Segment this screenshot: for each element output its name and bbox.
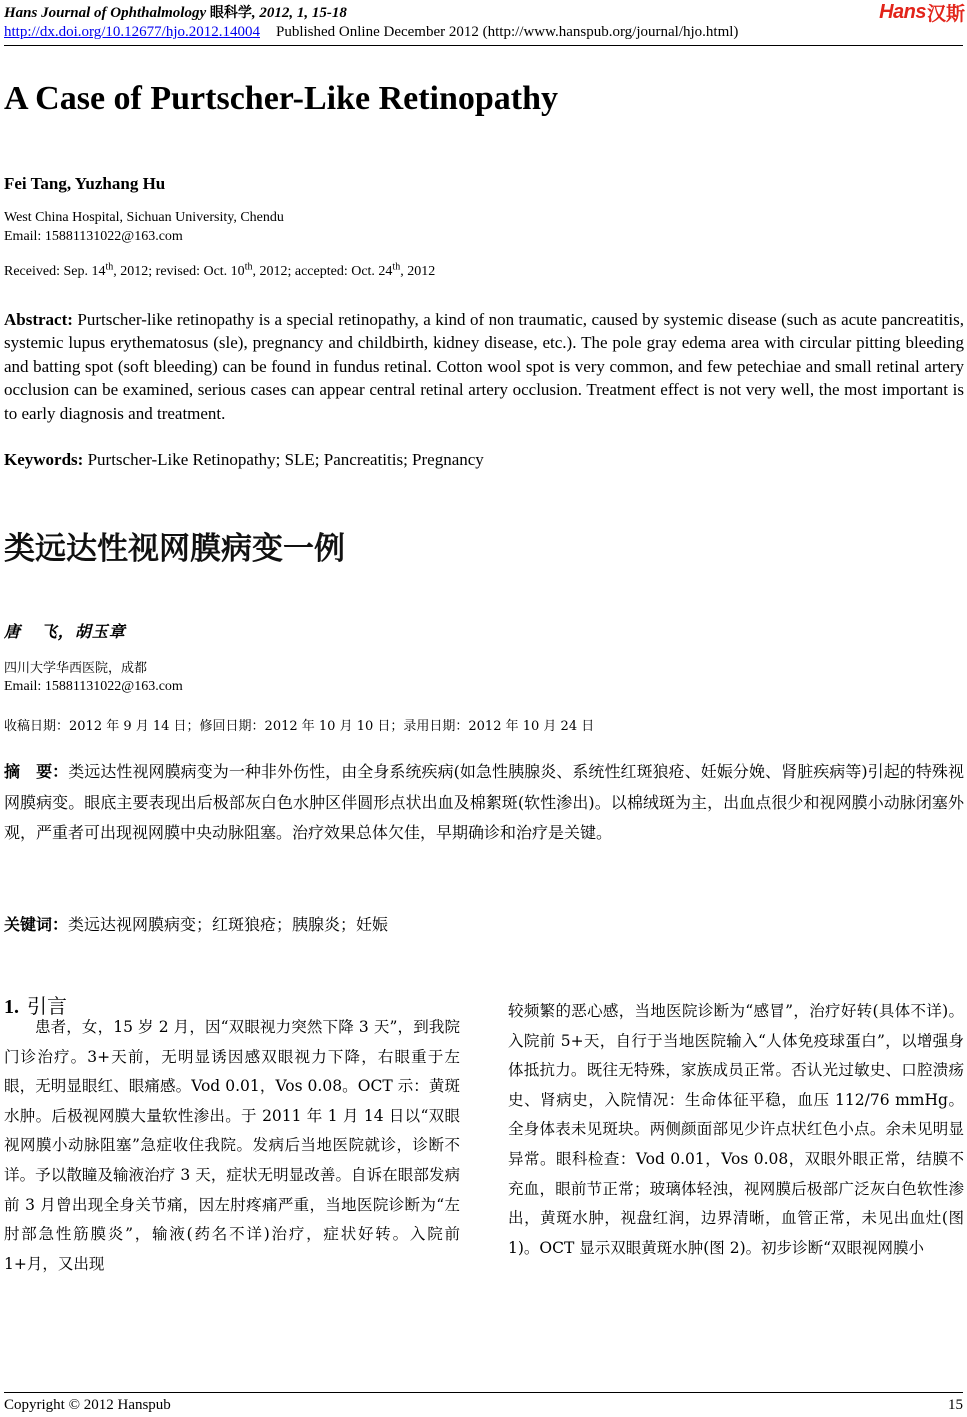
- body-column-left: 患者，女，15 岁 2 月，因“双眼视力突然下降 3 天”，到我院门诊治疗。3+天前，无明显诱因感双眼视力下降，右眼重于左眼，无明显眼红、眼痛感。Vod 0.01，Vos 0.08。OCT 示：黄斑水肿。后极视网膜大量软性渗出。于 2011 年 1 月 14 日以“双眼视网膜小动脉阻塞”急症收住我院。发病后当地医院就诊，诊断不详。予以散瞳及输液治疗 3 天，症状无明显改善。自诉在眼部发病前 3 月曾出现全身关节痛，因左肘疼痛严重，当地医院诊断为“左肘部急性筋膜炎”，输液(药名不详)治疗，症状好转。入院前 1+月，又出现: [4, 1018, 460, 1273]
- body-column-right: 较频繁的恶心感，当地医院诊断为“感冒”，治疗好转(具体不详)。入院前 5+天，自行于当地医院输入“人体免疫球蛋白”，以增强身体抵抗力。既往无特殊，家族成员正常。否认光过敏史、口腔溃疡史、肾病史，入院情况：生命体征平稳，血压 112/76 mmHg。全身体表未见斑块。两侧颜面部见少许点状红色小点。余未见明显异常。眼科检查：Vod 0.01，Vos 0.08，双眼外眼正常，结膜不充血，眼前节正常；玻璃体轻浊，视网膜后极部广泛灰白色软性渗出，黄斑水肿，视盘红润，边界清晰，血管正常，未见出血灶(图 1)。OCT 显示双眼黄斑水肿(图 2)。初步诊断“双眼视网膜小: [508, 1002, 964, 1257]
- paper-title-en: A Case of Purtscher-Like Retinopathy: [4, 80, 559, 117]
- header-links: [4, 24, 738, 41]
- email-en: Email: 15881131022@163.com: [4, 229, 183, 244]
- journal-header: [4, 2, 347, 22]
- footer-rule: [4, 1392, 963, 1393]
- abstract-text-en: Purtscher-like retinopathy is a special retinopathy, a kind of non traumatic, caused by systemic disease (such as acute pancreatitis, systemic lupus erythematosus (sle), pregnancy and childbirth, kidney disease, etc.). The pole gray edema area with circular pitting bleeding and batting spot (soft bleeding) can be found in fundus retinal. Cotton wool spot is very common, and few petechiae and small retinal artery occlusion can be examined, serious cases can appear central retinal artery occlusion. Treatment effect is not very well, the most important is to early diagnosis and treatment.: [4, 310, 964, 423]
- authors-en: Fei Tang, Yuzhang Hu: [4, 174, 166, 193]
- authors-cn: 唐 飞，胡玉章: [4, 622, 126, 641]
- affiliation-en: West China Hospital, Sichuan University, Chendu: [4, 210, 284, 225]
- keywords-text-cn: 类远达视网膜病变；红斑狼疮；胰腺炎；妊娠: [68, 915, 389, 934]
- doi-link[interactable]: http://dx.doi.org/10.12677/hjo.2012.14004: [4, 24, 260, 40]
- accepted-date: , 2012; accepted: Oct. 24: [252, 264, 393, 279]
- revised-date: , 2012; revised: Oct. 10: [113, 264, 245, 279]
- date-suffix: th: [105, 261, 114, 273]
- year: , 2012: [400, 264, 436, 279]
- abstract-cn: [4, 757, 964, 849]
- keywords-label-en: Keywords:: [4, 450, 84, 469]
- hans-logo: [879, 0, 965, 24]
- email-cn: Email: 15881131022@163.com: [4, 679, 183, 694]
- logo-text-en: Hans: [879, 0, 926, 23]
- header-rule: [4, 45, 963, 46]
- paper-title-cn: 类远达性视网膜病变一例: [4, 531, 345, 567]
- received-date: Received: Sep. 14: [4, 264, 106, 279]
- journal-name: Hans Journal of Ophthalmology: [4, 5, 207, 21]
- date-suffix: th: [392, 261, 401, 273]
- logo-text-cn: 汉斯: [926, 2, 965, 25]
- affiliation-cn: 四川大学华西医院，成都: [4, 661, 148, 676]
- keywords-label-cn: 关键词：: [4, 915, 69, 934]
- abstract-label-cn: 摘 要：: [4, 762, 69, 781]
- received-dates-cn: 收稿日期：2012 年 9 月 14 日；修回日期：2012 年 10 月 10 日；录用日期：2012 年 10 月 24 日: [4, 719, 595, 734]
- abstract-en: [4, 308, 964, 425]
- page-number: 15: [948, 1397, 963, 1413]
- section-title: 引言: [27, 994, 67, 1018]
- keywords-text-en: Purtscher-Like Retinopathy; SLE; Pancreatitis; Pregnancy: [83, 450, 484, 469]
- received-dates-en: [4, 261, 436, 280]
- date-suffix: th: [244, 261, 253, 273]
- abstract-label-en: Abstract:: [4, 310, 73, 329]
- journal-name-cn: 眼科学: [209, 5, 252, 21]
- copyright: Copyright © 2012 Hanspub: [4, 1397, 171, 1413]
- published-info: Published Online December 2012 (http://www.hanspub.org/journal/hjo.html): [275, 24, 739, 40]
- keywords-cn: [4, 912, 388, 935]
- journal-issue: , 2012, 1, 15-18: [251, 5, 347, 21]
- section-number: 1.: [4, 996, 19, 1018]
- abstract-text-cn: 类远达性视网膜病变为一种非外伤性，由全身系统疾病(如急性胰腺炎、系统性红斑狼疮、妊娠分娩、肾脏疾病等)引起的特殊视网膜病变。眼底主要表现出后极部灰白色水肿区伴圆形点状出血及棉絮斑(软性渗出)。以棉绒斑为主，出血点很少和视网膜小动脉闭塞外观，严重者可出现视网膜中央动脉阻塞。治疗效果总体欠佳，早期确诊和治疗是关键。: [4, 762, 964, 842]
- keywords-en: [4, 450, 484, 470]
